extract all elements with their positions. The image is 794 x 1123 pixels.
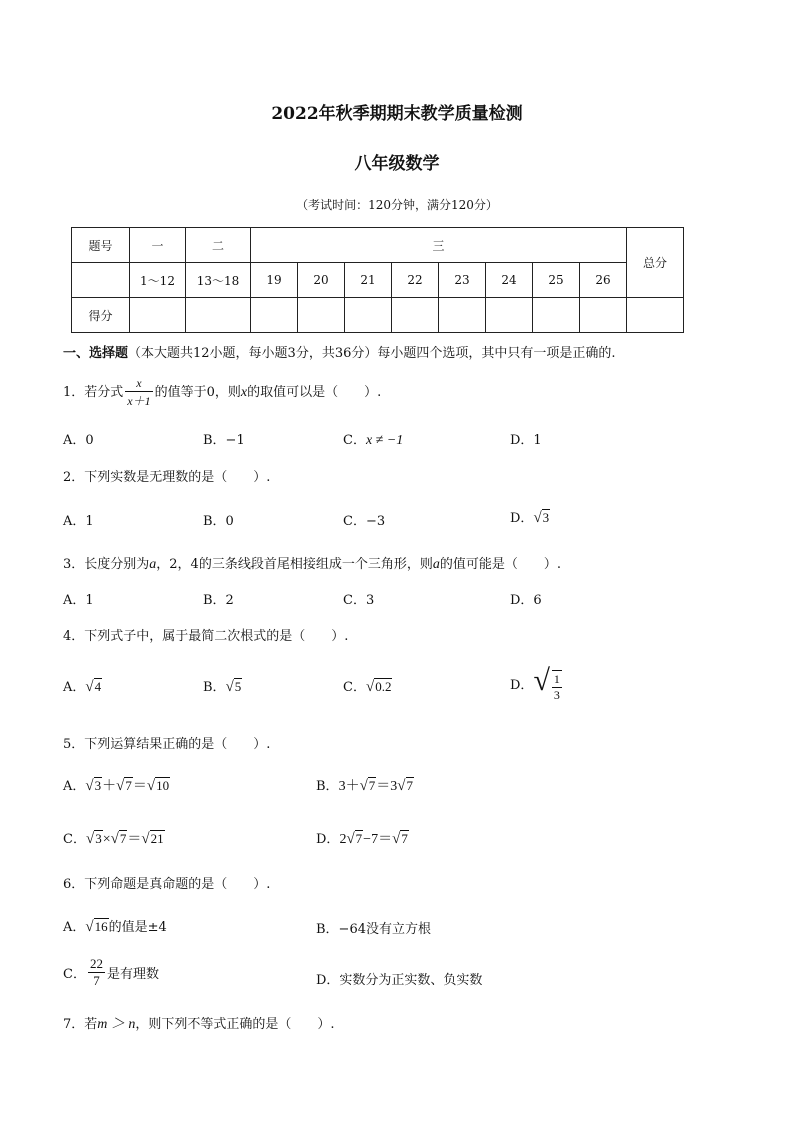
- question-3: [63, 553, 561, 573]
- score-cell: [298, 298, 345, 333]
- sqrt-symbol: √7: [397, 778, 414, 794]
- question-number-cell: 26: [580, 263, 627, 298]
- q1-text-2: 的值等于0，则: [154, 385, 241, 400]
- question-4: 4．下列式子中，属于最简二次根式的是（ ）.: [63, 629, 349, 644]
- radicand: 3: [542, 510, 550, 525]
- question-1: [63, 376, 381, 409]
- q3-text: 3．长度分别为: [63, 557, 150, 572]
- q1-option-c[interactable]: [343, 429, 403, 449]
- frac-num: 22: [89, 956, 103, 971]
- question-2: 2．下列实数是无理数的是（ ）.: [63, 470, 271, 485]
- q3-option-c[interactable]: C．3: [343, 593, 375, 608]
- q5-option-b-label: B．: [316, 779, 339, 794]
- sqrt-symbol: √10: [146, 778, 170, 794]
- radicand: 16: [94, 919, 108, 934]
- radicand: 10: [156, 778, 170, 793]
- section-desc: （本大题共12小题，每小题3分，共36分）每小题四个选项，其中只有一项是正确的.: [128, 346, 616, 361]
- q6-option-d[interactable]: D．实数分为正实数、负实数: [316, 973, 483, 988]
- times-sign: ×: [102, 832, 111, 847]
- q2-option-b[interactable]: B．0: [203, 514, 234, 529]
- q5-option-d[interactable]: [316, 828, 409, 848]
- q6-option-c[interactable]: [63, 956, 159, 989]
- radicand: 7: [368, 778, 376, 793]
- score-cell: [627, 298, 684, 333]
- header-cell-part3: 三: [251, 228, 627, 263]
- q6-fraction: [88, 956, 105, 989]
- q1-var: x: [240, 385, 248, 400]
- q1-text-3: 的取值可以是（ ）.: [247, 385, 382, 400]
- q3-option-d[interactable]: D．6: [510, 593, 542, 608]
- q2-option-d-label: D．: [510, 511, 534, 526]
- q1-option-c-label: C．: [343, 433, 366, 448]
- q4-option-d[interactable]: [510, 664, 564, 703]
- q4-option-c-label: C．: [343, 680, 366, 695]
- exam-info: （考试时间：120分钟，满分120分）: [296, 198, 498, 212]
- subject-title: 八年级数学: [354, 154, 440, 174]
- range-cell: 13～18: [186, 263, 251, 298]
- q6-option-a-label: A．: [63, 920, 86, 935]
- radicand: 4: [94, 679, 102, 694]
- header-cell-part2: 二: [186, 228, 251, 263]
- q1-option-b[interactable]: B．−1: [203, 433, 245, 448]
- q5-option-b[interactable]: [316, 775, 414, 795]
- q4-option-b-label: B．: [203, 680, 226, 695]
- sqrt-symbol: √7: [116, 778, 132, 794]
- q7-text-2: ，则下列不等式正确的是（ ）.: [135, 1017, 335, 1032]
- q1-fraction: [125, 376, 152, 409]
- score-cell: [439, 298, 486, 333]
- q7-math: m ＞ n: [97, 1017, 136, 1032]
- q5-option-a[interactable]: [63, 775, 170, 795]
- header-cell-part1: 一: [130, 228, 186, 263]
- q3-option-a[interactable]: A．1: [63, 593, 94, 608]
- equals-sign: ＝: [132, 779, 147, 794]
- radicand: 3: [94, 778, 102, 793]
- q3-text-3: 的值可能是（ ）.: [439, 557, 561, 572]
- sqrt-symbol: √3: [85, 831, 102, 847]
- question-number-cell: 19: [251, 263, 298, 298]
- expr-part: ＝3: [376, 779, 398, 794]
- radicand: 7: [401, 831, 408, 846]
- sqrt-symbol: √0.2: [365, 679, 392, 695]
- q4-option-c[interactable]: [343, 676, 392, 696]
- score-cell: [392, 298, 439, 333]
- q2-option-a[interactable]: A．1: [63, 514, 94, 529]
- section-heading: [63, 342, 616, 361]
- radicand: 0.2: [375, 679, 392, 694]
- sqrt-symbol: √3: [85, 778, 102, 794]
- sqrt-symbol: √4: [85, 679, 102, 695]
- q6-option-a-text: 的值是±4: [108, 920, 167, 935]
- q6-option-c-text: 是有理数: [106, 967, 159, 982]
- q5-option-c[interactable]: [63, 828, 165, 848]
- expr-part: 2: [339, 832, 347, 847]
- q5-option-a-label: A．: [63, 779, 86, 794]
- q7-text: 7．若: [63, 1017, 98, 1032]
- sqrt-symbol: √7: [346, 831, 363, 847]
- q5-option-d-label: D．: [316, 832, 340, 847]
- q1-frac-den: x＋1: [127, 394, 151, 408]
- sqrt-symbol: √7: [110, 831, 127, 847]
- frac-den: 7: [93, 973, 100, 988]
- q1-text: 1．若分式: [63, 385, 124, 400]
- q4-option-a[interactable]: [63, 676, 102, 696]
- header-cell-total: 总分: [627, 228, 684, 298]
- question-number-cell: 25: [533, 263, 580, 298]
- plus-sign: ＋: [102, 779, 117, 794]
- q4-option-a-label: A．: [63, 680, 86, 695]
- radicand: 7: [119, 831, 127, 846]
- question-number-cell: 20: [298, 263, 345, 298]
- question-number-cell: 22: [392, 263, 439, 298]
- q3-var-2: a: [432, 557, 440, 572]
- score-cell: [580, 298, 627, 333]
- score-cell: [486, 298, 533, 333]
- radicand: 7: [125, 778, 132, 793]
- score-table: [71, 227, 684, 333]
- question-7: [63, 1013, 335, 1033]
- sqrt-symbol: √7: [392, 831, 408, 847]
- equals-sign: ＝: [127, 832, 142, 847]
- q4-option-d-label: D．: [510, 678, 534, 694]
- q5-option-c-label: C．: [63, 832, 86, 847]
- radicand: 3: [95, 831, 102, 846]
- q3-text-2: ，2，4的三条线段首尾相接组成一个三角形，则: [156, 557, 433, 572]
- question-number-cell: 21: [345, 263, 392, 298]
- radicand: 7: [355, 831, 363, 846]
- score-cell: [533, 298, 580, 333]
- q3-option-b[interactable]: B．2: [203, 593, 234, 608]
- header-cell-number: 题号: [72, 228, 130, 263]
- q2-option-c[interactable]: C．−3: [343, 514, 386, 529]
- q6-option-b[interactable]: B．−64没有立方根: [316, 922, 431, 937]
- q2-option-d[interactable]: [510, 507, 550, 527]
- sqrt-symbol: √21: [141, 831, 164, 847]
- score-cell: [251, 298, 298, 333]
- question-number-cell: 24: [486, 263, 533, 298]
- q1-option-a[interactable]: A．0: [63, 433, 94, 448]
- q1-option-d[interactable]: D．1: [510, 433, 542, 448]
- q4-option-b[interactable]: [203, 676, 242, 696]
- question-6: 6．下列命题是真命题的是（ ）.: [63, 877, 271, 892]
- expr-part: 3＋: [338, 779, 360, 794]
- score-cell: [186, 298, 251, 333]
- question-5: 5．下列运算结果正确的是（ ）.: [63, 737, 271, 752]
- q6-option-c-label: C．: [63, 967, 86, 982]
- blank-cell: [72, 263, 130, 298]
- sqrt-symbol: √7: [359, 778, 376, 794]
- sqrt-symbol: √16: [85, 919, 108, 935]
- q1-frac-num: x: [125, 376, 152, 392]
- range-cell: 1～12: [130, 263, 186, 298]
- score-label-cell: 得分: [72, 298, 130, 333]
- question-number-cell: 23: [439, 263, 486, 298]
- score-cell: [130, 298, 186, 333]
- frac-den: 3: [553, 688, 560, 703]
- q1-option-c-math: x ≠ −1: [365, 433, 404, 448]
- q6-option-a[interactable]: [63, 916, 167, 936]
- sqrt-symbol: √3: [533, 510, 550, 526]
- radicand-fraction: [552, 670, 562, 703]
- sqrt-symbol: √ $\frac{1}{3}$: [533, 664, 560, 703]
- sqrt-symbol: √5: [225, 679, 242, 695]
- exam-title: 2022年秋季期期末教学质量检测: [271, 104, 523, 124]
- radicand: 7: [406, 778, 414, 793]
- frac-num: 1: [553, 672, 560, 687]
- section-title: 一、选择题: [63, 346, 129, 361]
- radicand: 5: [234, 679, 242, 694]
- q3-var: a: [149, 557, 157, 572]
- expr-part: −7＝: [363, 832, 393, 847]
- score-cell: [345, 298, 392, 333]
- radicand: 21: [150, 831, 164, 846]
